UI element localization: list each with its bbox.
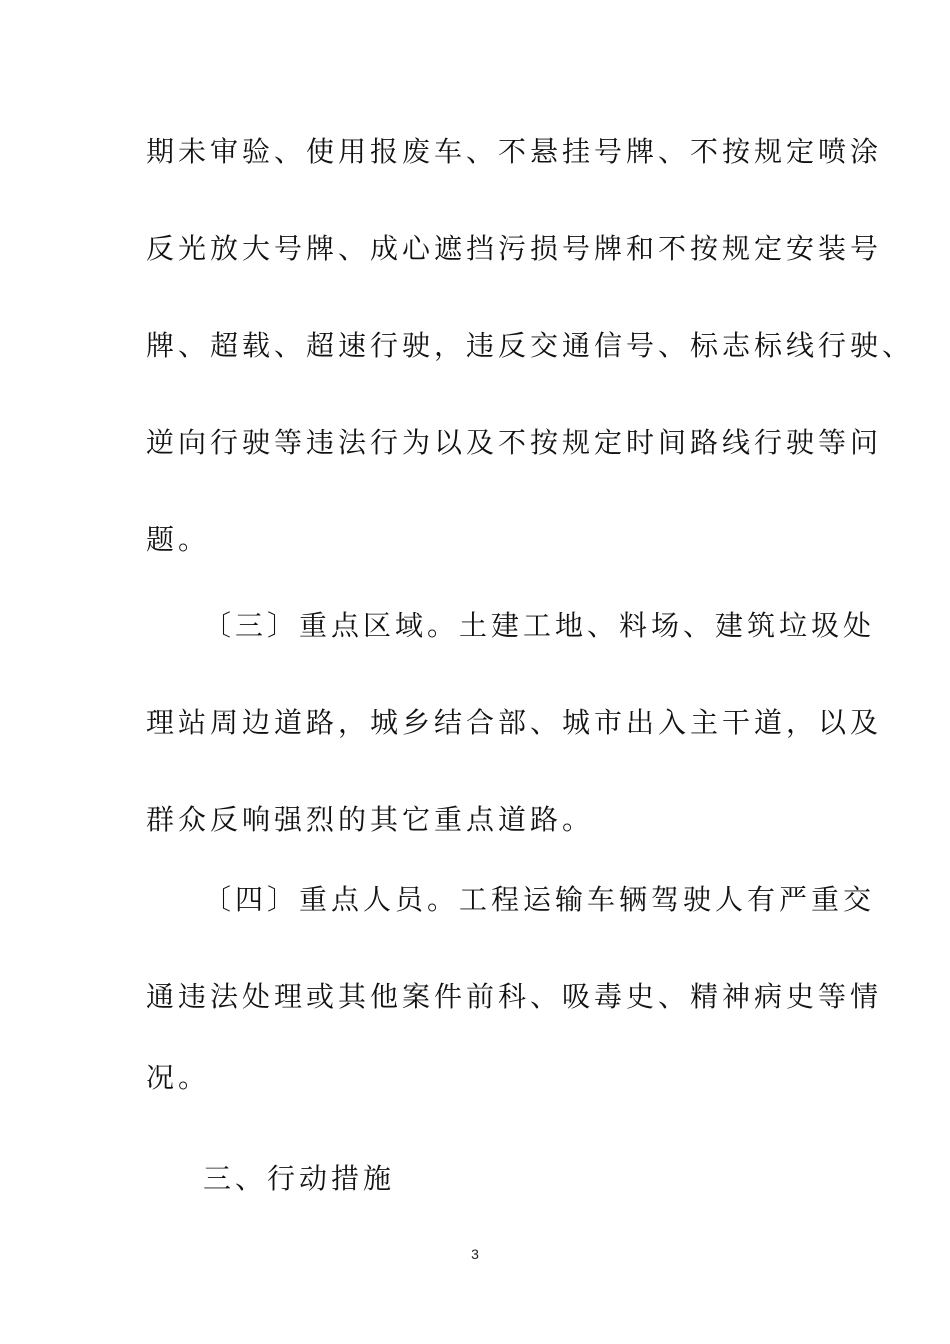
text-line-8: 群众反响强烈的其它重点道路。 (146, 803, 595, 836)
section-four-heading-line: 〔四〕重点人员。工程运输车辆驾驶人有严重交 (203, 883, 876, 916)
text-line-7: 理站周边道路，城乡结合部、城市出入主干道，以及 (146, 706, 883, 739)
section-three-heading-line: 〔三〕重点区域。土建工地、料场、建筑垃圾处 (203, 609, 876, 642)
text-line-1: 期未审验、使用报废车、不悬挂号牌、不按规定喷涂 (146, 135, 883, 168)
text-line-10: 通违法处理或其他案件前科、吸毒史、精神病史等情 (146, 980, 883, 1013)
text-line-5: 题。 (146, 523, 211, 556)
text-line-2: 反光放大号牌、成心遮挡污损号牌和不按规定安装号 (146, 232, 883, 265)
section-heading-actions: 三、行动措施 (203, 1162, 396, 1195)
text-line-3: 牌、超载、超速行驶，违反交通信号、标志标线行驶、 (146, 329, 915, 362)
text-line-11: 况。 (146, 1061, 211, 1094)
text-line-4: 逆向行驶等违法行为以及不按规定时间路线行驶等问 (146, 426, 883, 459)
page-number: 3 (471, 1246, 479, 1262)
